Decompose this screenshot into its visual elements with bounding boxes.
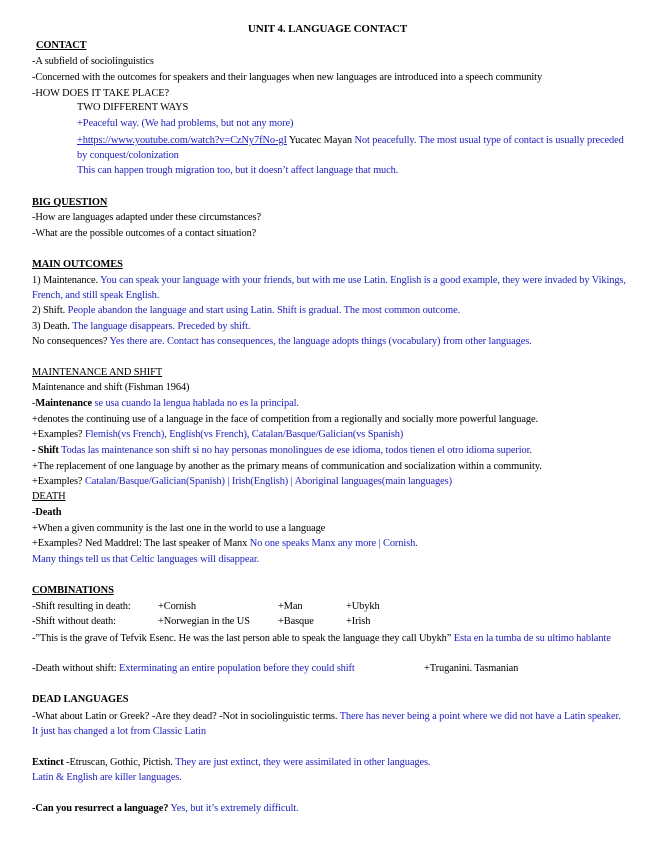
shift-term: - Shift bbox=[32, 445, 59, 456]
death-term: -Death bbox=[32, 507, 62, 518]
contact-line-4: TWO DIFFERENT WAYS bbox=[77, 102, 189, 113]
contact-line-2: -Concerned with the outcomes for speakers and their languages when new languages are introduced into a speech community bbox=[32, 72, 543, 83]
combination-row-2-label: -Shift without death: bbox=[32, 616, 116, 627]
combination-death-label: -Death without shift: bbox=[32, 663, 119, 674]
combination-row-1-c: +Ubykh bbox=[346, 601, 380, 612]
big-question-heading: BIG QUESTION bbox=[32, 197, 108, 208]
death-line-2: +When a given community is the last one in the world to use a language bbox=[32, 523, 326, 534]
outcome-consequences-note: Yes there are. Contact has consequences, the language adopts things (vocabulary) from other languages. bbox=[109, 336, 532, 347]
combination-death-example: +Truganini. Tasmanian bbox=[424, 663, 519, 674]
death-examples bbox=[32, 537, 632, 550]
contact-line-7: This can happen trough migration too, but it doesn’t affect language that much. bbox=[77, 165, 399, 176]
killer-languages-line: Latin & English are killer languages. bbox=[32, 772, 182, 783]
maintenance-examples bbox=[32, 428, 632, 441]
combination-row-1-b: +Man bbox=[278, 601, 303, 612]
dead-languages-note: There has never being a point where we did not have a Latin speaker. It just has changed a lot from Classic Latin bbox=[32, 711, 621, 737]
maintenance-dash: - bbox=[32, 398, 36, 409]
shift-note: Todas las maintenance son shift si no hay personas monolingues de ese idioma, todos tienen el otro idioma superior. bbox=[58, 445, 532, 456]
outcome-death-label: 3) Death. bbox=[32, 321, 73, 332]
maintenance-term: Maintenance bbox=[35, 398, 92, 409]
extinct-term: Extinct bbox=[32, 757, 64, 768]
maintenance-shift-line-1: Maintenance and shift (Fishman 1964) bbox=[32, 382, 190, 393]
resurrect-answer: Yes, but it’s extremely difficult. bbox=[168, 803, 299, 814]
outcome-death-note: The language disappears. Preceded by shift. bbox=[72, 321, 251, 332]
outcome-consequences-label: No consequences? bbox=[32, 336, 110, 347]
combination-row-2-a: +Norwegian in the US bbox=[158, 616, 250, 627]
contact-heading: CONTACT bbox=[36, 40, 87, 51]
contact-line-3: -HOW DOES IT TAKE PLACE? bbox=[32, 88, 170, 99]
extinct-examples: -Etruscan, Gothic, Pictish. bbox=[63, 757, 176, 768]
outcome-maintenance-label: 1) Maintenance. bbox=[32, 275, 101, 286]
combination-death-note: Exterminating an entire population before they could shift bbox=[118, 663, 355, 674]
outcome-death bbox=[32, 320, 632, 333]
big-question-line-1: -How are languages adapted under these circumstances? bbox=[32, 212, 261, 223]
contact-line-6-note: Not peacefully. The most usual type of contact is usually preceded by conquest/colonization bbox=[77, 135, 624, 161]
death-examples-label: +Examples? Ned Maddrel: The last speaker of Manx bbox=[32, 538, 250, 549]
combination-quote bbox=[32, 631, 624, 646]
maintenance-note: se usa cuando la lengua hablada no es la principal. bbox=[92, 398, 299, 409]
document-title: UNIT 4. LANGUAGE CONTACT bbox=[247, 23, 408, 35]
combination-row-2-c: +Irish bbox=[346, 616, 371, 627]
shift-examples-label: +Examples? bbox=[32, 476, 85, 487]
contact-line-6-text: Yucatec Mayan bbox=[286, 135, 355, 146]
combination-row-2 bbox=[32, 615, 632, 628]
dead-languages-line-1 bbox=[32, 709, 624, 739]
outcome-shift-note: People abandon the language and start using Latin. Shift is gradual. The most common outcome. bbox=[67, 305, 461, 316]
death-examples-note: No one speaks Manx any more | Cornish. bbox=[249, 538, 418, 549]
dead-languages-question: -What about Latin or Greek? -Are they dead? -Not in sociolinguistic terms. bbox=[32, 711, 340, 722]
extinct-line bbox=[32, 756, 632, 769]
combination-row-1-label: -Shift resulting in death: bbox=[32, 601, 131, 612]
shift-definition bbox=[32, 444, 632, 457]
contact-line-1: -A subfield of sociolinguistics bbox=[32, 56, 154, 67]
main-outcomes-heading: MAIN OUTCOMES bbox=[32, 259, 123, 270]
maintenance-examples-list: Flemish(vs French), English(vs French), Catalan/Basque/Galician(vs Spanish) bbox=[84, 429, 404, 440]
youtube-link[interactable]: +https://www.youtube.com/watch?v=CzNy7fNo-gI bbox=[77, 135, 287, 146]
combination-row-1 bbox=[32, 600, 632, 613]
resurrect-line bbox=[32, 802, 632, 815]
outcome-maintenance-note: You can speak your language with your friends, but with me use Latin. English is a good example, they were invaded by Vikings, French, and still speak English. bbox=[32, 275, 626, 301]
combination-death-without-shift bbox=[32, 662, 632, 675]
maintenance-examples-label: +Examples? bbox=[32, 429, 85, 440]
combinations-heading: COMBINATIONS bbox=[32, 585, 114, 596]
death-heading: DEATH bbox=[32, 491, 66, 502]
maintenance-shift-line-3: +denotes the continuing use of a language in the face of competition from a regionally and socially more powerful language. bbox=[32, 414, 538, 425]
maintenance-definition bbox=[32, 397, 632, 410]
maintenance-shift-heading: MAINTENANCE AND SHIFT bbox=[32, 367, 163, 378]
contact-line-5: +Peaceful way. (We had problems, but not any more) bbox=[77, 118, 294, 129]
outcome-maintenance bbox=[32, 273, 628, 303]
big-question-line-2: -What are the possible outcomes of a contact situation? bbox=[32, 228, 257, 239]
outcome-consequences bbox=[32, 335, 632, 348]
dead-languages-heading: DEAD LANGUAGES bbox=[32, 694, 129, 705]
shift-examples bbox=[32, 475, 632, 488]
maintenance-shift-line-6: +The replacement of one language by another as the primary means of communication and socialization within a community. bbox=[32, 461, 542, 472]
outcome-shift-label: 2) Shift. bbox=[32, 305, 68, 316]
resurrect-question: -Can you resurrect a language? bbox=[32, 803, 169, 814]
combination-row-1-a: +Cornish bbox=[158, 601, 196, 612]
combination-quote-text: -”This is the grave of Tefvik Esenc. He was the last person able to speak the language they call Ubykh” bbox=[32, 633, 454, 644]
combination-quote-note: Esta en la tumba de su ultimo hablante bbox=[453, 633, 611, 644]
death-line-4: Many things tell us that Celtic languages will disappear. bbox=[32, 554, 260, 565]
outcome-shift bbox=[32, 304, 632, 317]
shift-examples-list: Catalan/Basque/Galician(Spanish) | Irish(English) | Aboriginal languages(main languages) bbox=[84, 476, 452, 487]
extinct-note: They are just extinct, they were assimilated in other languages. bbox=[175, 757, 431, 768]
contact-line-6 bbox=[77, 133, 627, 163]
combination-row-2-b: +Basque bbox=[278, 616, 314, 627]
